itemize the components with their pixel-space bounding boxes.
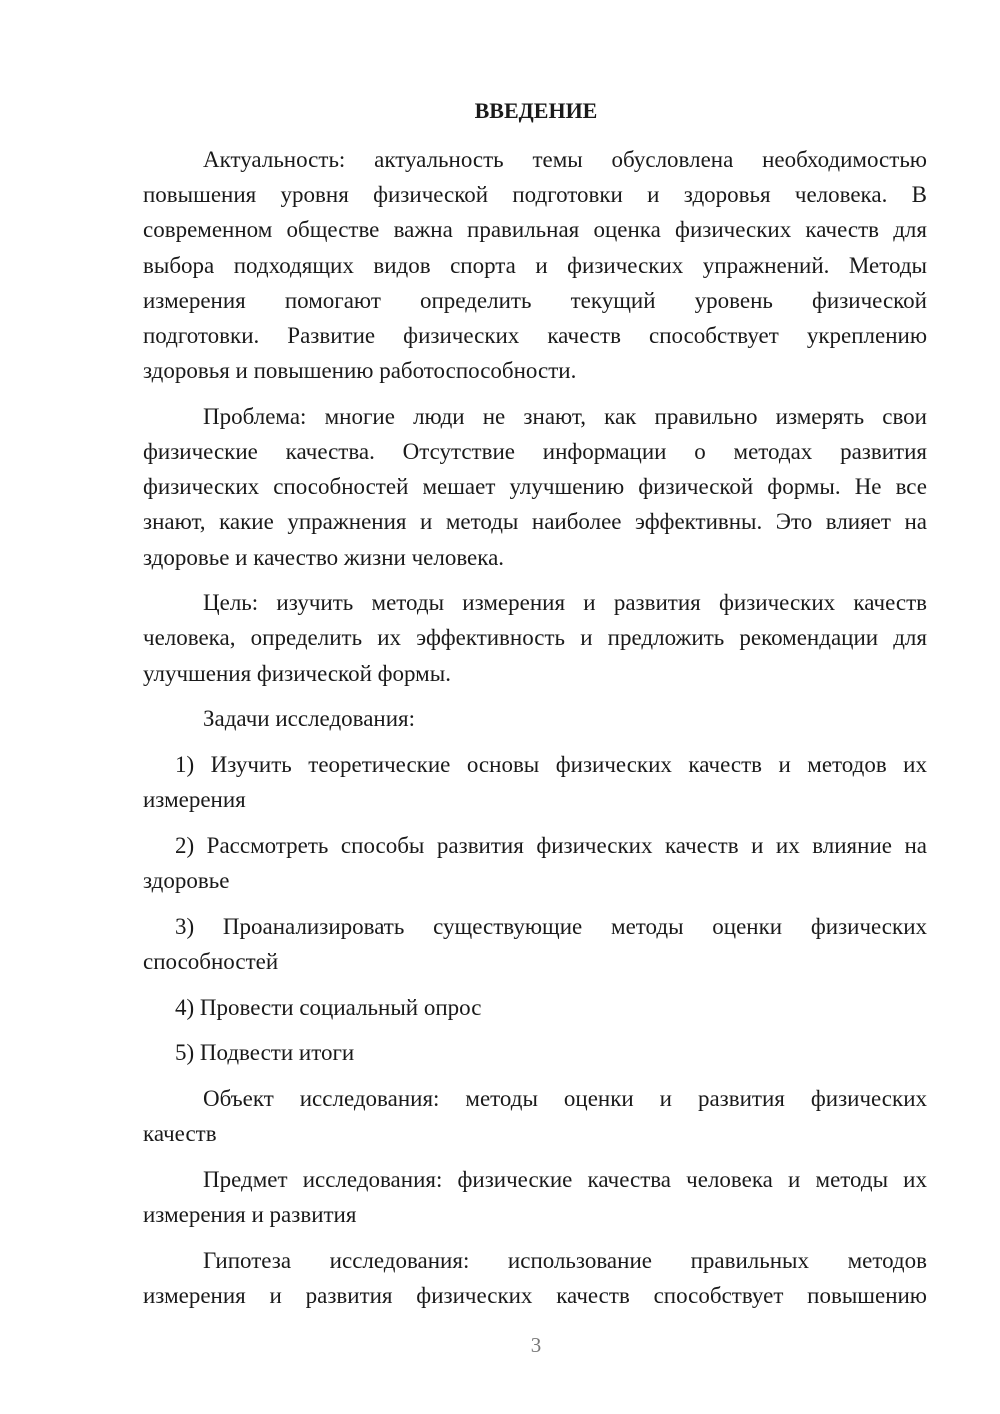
body-text [143,142,927,1324]
paragraph [143,1162,927,1232]
text-line: измерения и развития [143,1202,357,1228]
text-line: способностей [143,948,279,974]
task-list-item [143,990,927,1025]
task-list-item [143,747,927,817]
text-line: здоровье и качество жизни человека. [143,544,505,570]
text-line: физические качества. Отсутствие информации о методах развития [143,439,927,464]
text-line: Задачи исследования: [203,706,416,732]
text-line: знают, какие упражнения и методы наиболее эффективны. Это влияет на [143,509,927,535]
text-line: выбора подходящих видов спорта и физических упражнений. Методы [143,252,927,278]
text-line: 3) Проанализировать существующие методы оценки физических [175,913,927,939]
text-line: подготовки. Развитие физических качеств способствует укреплению [143,322,927,348]
text-line: улучшения физической формы. [143,660,451,686]
text-line: здоровья и повышению работоспособности. [143,358,577,384]
paragraph [143,1243,927,1313]
text-line: повышения уровня физической подготовки и здоровья человека. В [143,182,927,208]
text-line: 4) Провести социальный опрос [175,994,482,1020]
text-line: физических способностей мешает улучшению физической формы. Не все [143,474,927,500]
text-line: Актуальность: актуальность темы обусловлена необходимостью [203,147,927,172]
task-list-item [143,909,927,979]
text-line: 5) Подвести итоги [175,1040,355,1066]
text-line: Цель: изучить методы измерения и развития физических качеств [203,590,927,616]
text-line: 1) Изучить теоретические основы физических качеств и методов их [175,752,927,777]
section-title: ВВЕДЕНИЕ [474,98,598,123]
text-line: Гипотеза исследования: использование правильных методов [203,1247,927,1273]
text-line: современном обществе важна правильная оценка физических качеств для [143,217,927,243]
paragraph [143,701,927,736]
paragraph [143,1081,927,1151]
text-line: здоровье [143,868,230,894]
task-list-item [143,828,927,898]
text-line: измерения и развития физических качеств способствует повышению [143,1282,927,1308]
text-line: Проблема: многие люди не знают, как правильно измерять свои [203,403,927,429]
text-line: Объект исследования: методы оценки и развития физических [203,1086,927,1111]
task-list-item [143,1035,927,1070]
text-line: измерения помогают определить текущий уровень физической [143,287,927,313]
paragraph [143,399,927,575]
page-number: 3 [530,1333,542,1357]
paragraph [143,585,927,691]
text-line: качеств [143,1121,217,1147]
text-line: человека, определить их эффективность и предложить рекомендации для [143,625,927,651]
text-line: Предмет исследования: физические качества человека и методы их [203,1166,927,1192]
paragraph [143,142,927,388]
text-line: измерения [143,787,246,813]
text-line: 2) Рассмотреть способы развития физических качеств и их влияние на [175,832,927,858]
